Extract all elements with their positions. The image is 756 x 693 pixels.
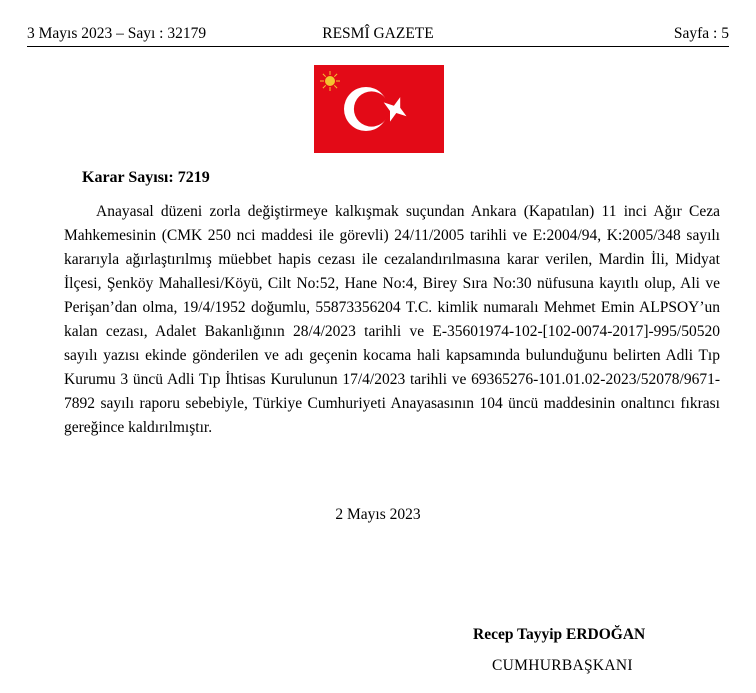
- decision-title: Karar Sayısı: 7219: [82, 169, 210, 186]
- header-divider: [27, 46, 729, 47]
- decision-paragraph: Anayasal düzeni zorla değiştirmeye kalkışmak suçundan Ankara (Kapatılan) 11 inci Ağır Ceza Mahkemesinin (CMK 250 nci maddesi ile görevli) 24/11/2005 tarihli ve E:2004/94, K:2005/348 sayılı kararıyla ağırlaştırılmış müebbet hapis cezası ile cezalandırılmasına karar verilen, Mardin İli, Midyat İlçesi, Şenköy Mahallesi/Köyü, Cilt No:52, Hane No:4, Birey Sıra No:30 nüfusuna kayıtlı olup, Ali ve Perişan’dan olma, 19/4/1952 doğumlu, 55873356204 T.C. kimlik numaralı Mehmet Emin ALPSOY’un kalan cezası, Adalet Bakanlığının 28/4/2023 tarihli ve E-35601974-102-[102-0074-2017]-995/50520 sayılı yazısı ekinde gönderilen ve adı geçenin kocama hali kapsamında bulunduğunu belirten Adli Tıp Kurumu 3 üncü Adli Tıp İhtisas Kurulunun 17/4/2023 tarihli ve 69365276-101.01.02-2023/52078/9671-7892 sayılı raporu sebebiyle, Türkiye Cumhuriyeti Anayasasının 104 üncü maddesinin onaltıncı fıkrası gereğince kaldırılmıştır.: [64, 203, 720, 436]
- page-number: Sayfa : 5: [673, 25, 729, 42]
- gazette-name: RESMÎ GAZETE: [322, 25, 434, 42]
- turkish-flag-icon: [314, 65, 444, 153]
- sun-emblem-icon: [320, 71, 340, 91]
- page-header: [27, 25, 729, 47]
- signer-name: Recep Tayyip ERDOĞAN: [473, 626, 646, 643]
- decision-body: [64, 200, 720, 440]
- signer-title: CUMHURBAŞKANI: [492, 657, 633, 674]
- decision-date: 2 Mayıs 2023: [335, 506, 421, 523]
- issue-info: 3 Mayıs 2023 – Sayı : 32179: [27, 25, 207, 42]
- crescent-inner: [354, 91, 389, 126]
